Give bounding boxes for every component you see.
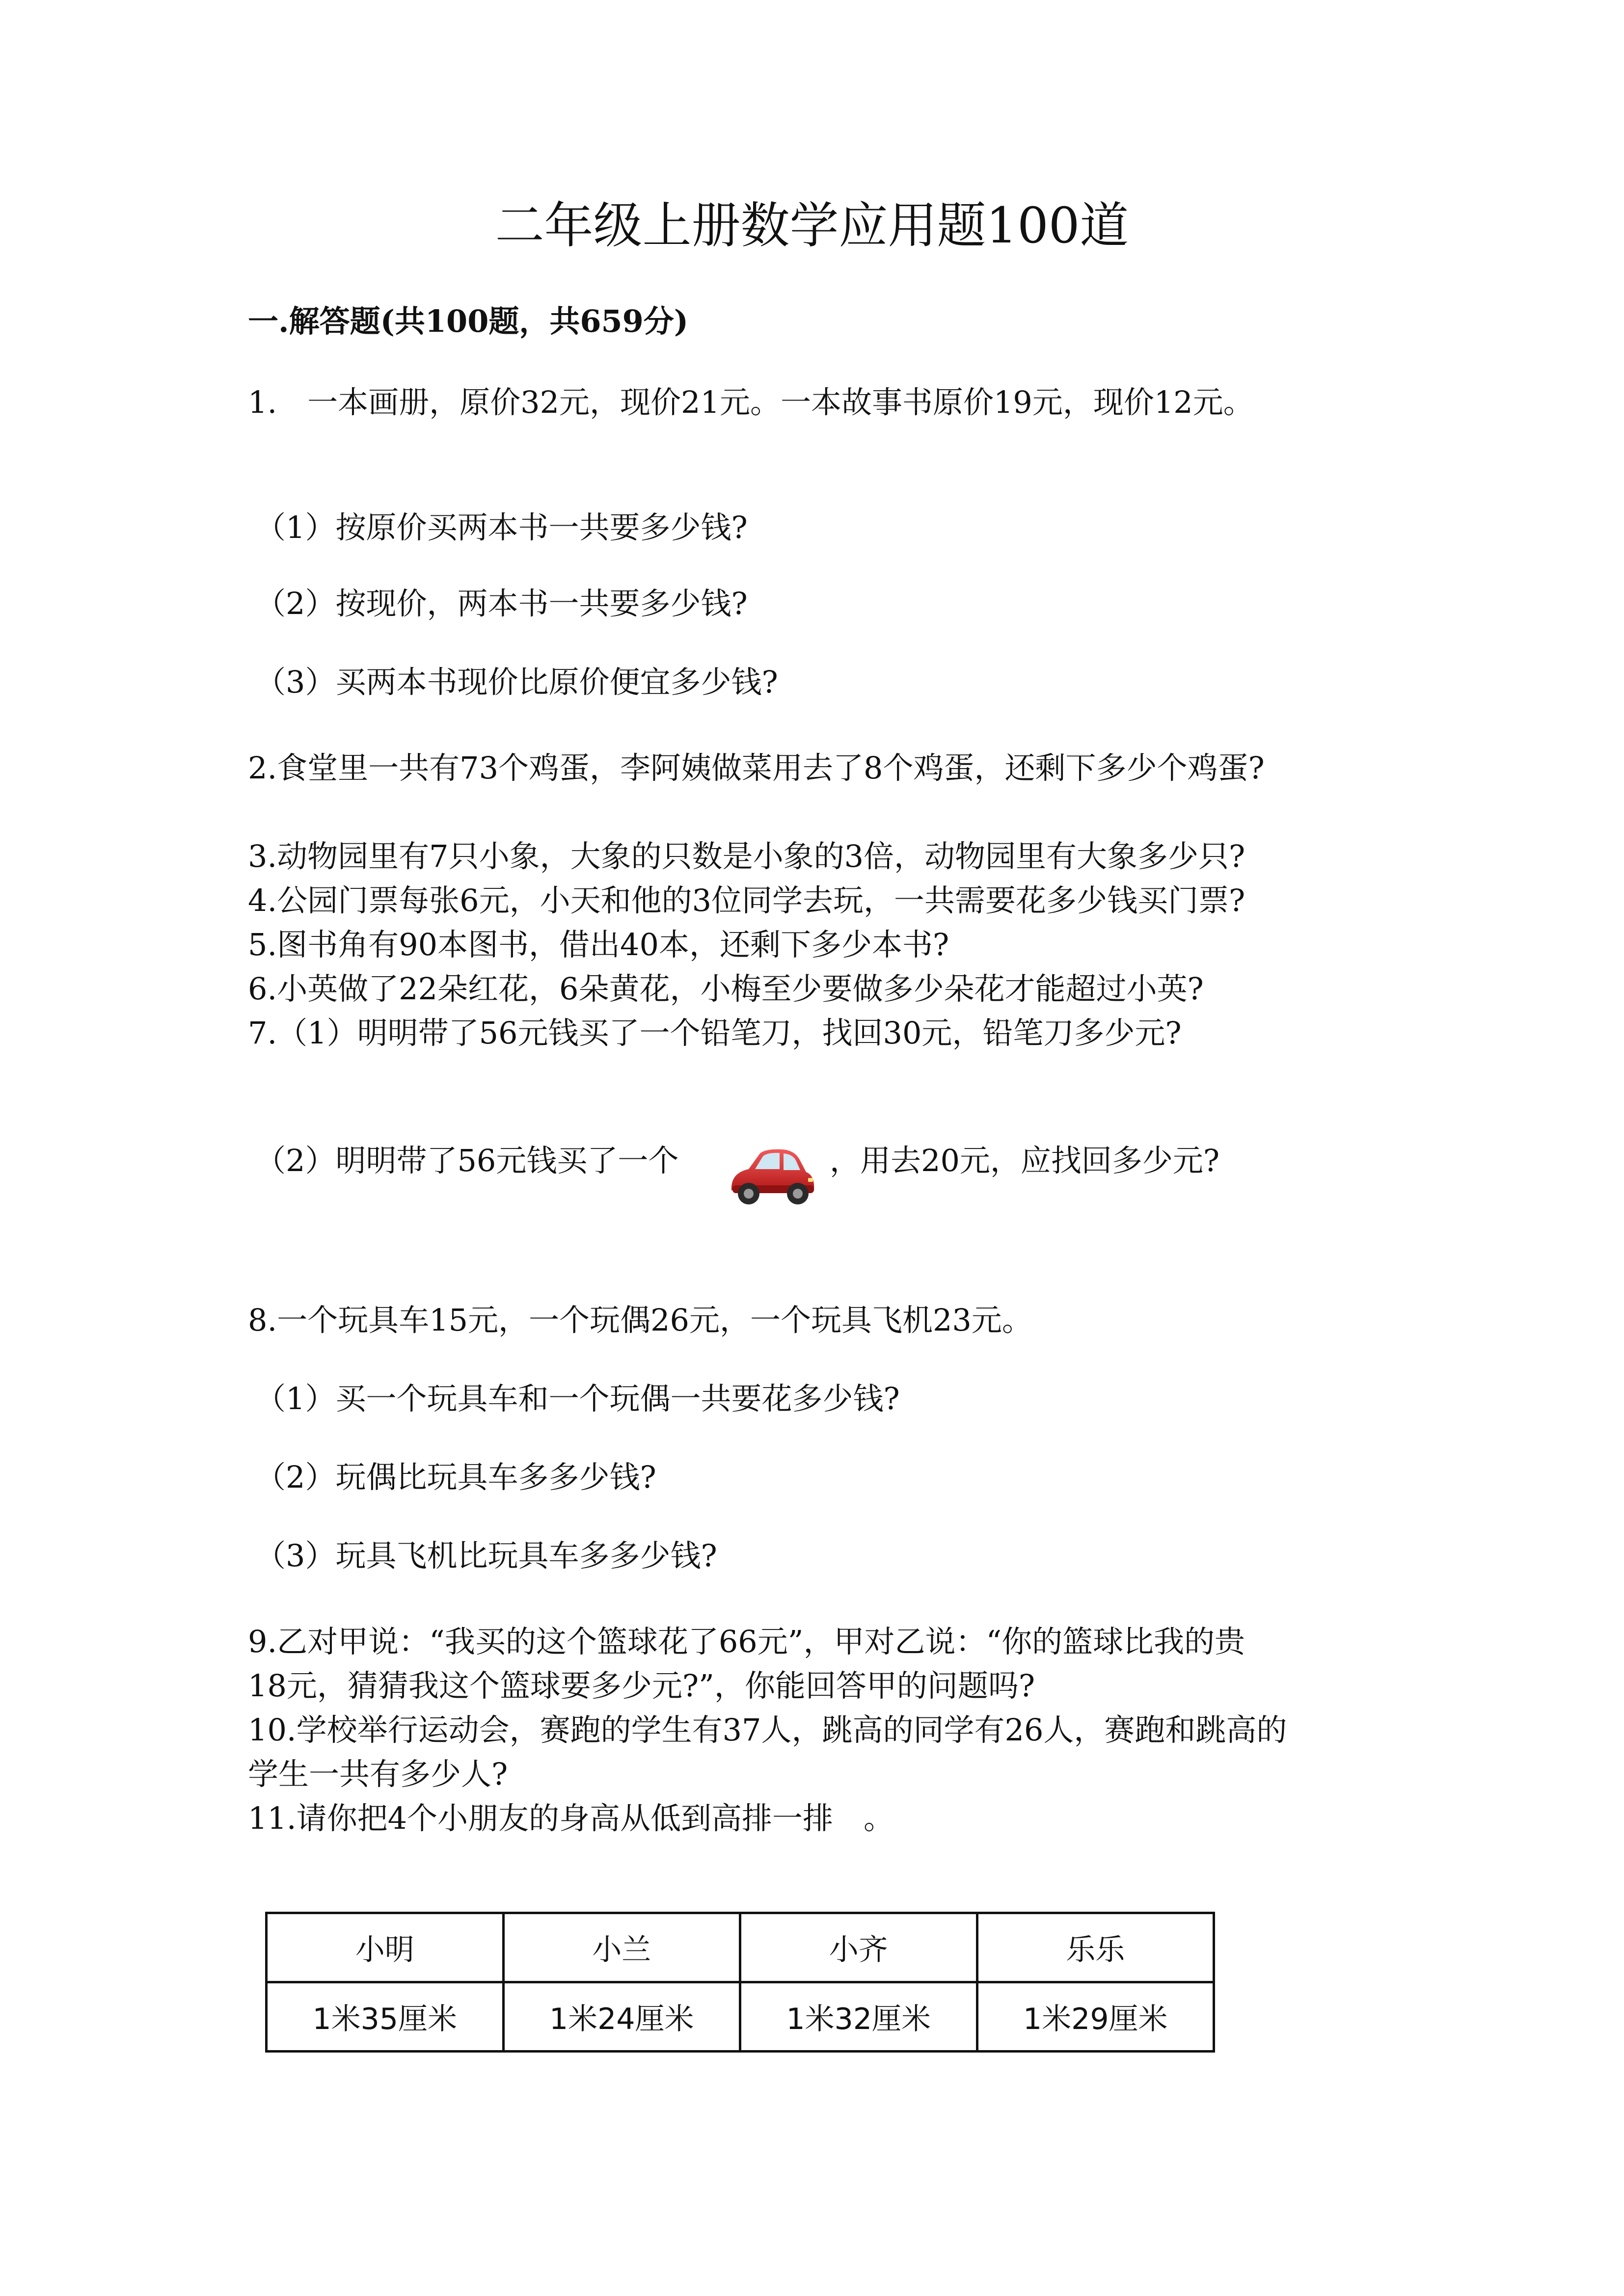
problem-9-line-2: 18元，猜猜我这个篮球要多少元?”，你能回答甲的问题吗?	[248, 1668, 1035, 1704]
table-cell-name: 小齐	[740, 1913, 977, 1982]
table-cell-name: 乐乐	[977, 1913, 1214, 1982]
problem-7-question-2-start: （2）明明带了56元钱买了一个	[255, 1143, 679, 1178]
problem-11: 11.请你把4个小朋友的身高从低到高排一排 。	[248, 1800, 894, 1836]
problem-9-line-1: 9.乙对甲说：“我买的这个篮球花了66元”，甲对乙说：“你的篮球比我的贵	[248, 1624, 1245, 1659]
table-row	[267, 1913, 1214, 1982]
problem-10-line-1: 10.学校举行运动会，赛跑的学生有37人，跳高的同学有26人，赛跑和跳高的	[248, 1712, 1287, 1748]
table-cell-height: 1米24厘米	[503, 1982, 740, 2052]
table-cell-name: 小兰	[503, 1913, 740, 1982]
problem-7-question-2-end: ，用去20元，应找回多少元?	[830, 1143, 1220, 1178]
problem-8-question-1: （1）买一个玩具车和一个玩偶一共要花多少钱?	[255, 1381, 900, 1416]
problem-10-line-2: 学生一共有多少人?	[248, 1756, 508, 1792]
heights-table	[265, 1912, 1215, 2053]
problem-4: 4.公园门票每张6元，小天和他的3位同学去玩，一共需要花多少钱买门票?	[248, 882, 1245, 918]
section-heading: 一.解答题(共100题，共659分)	[248, 303, 689, 339]
table-cell-height: 1米35厘米	[267, 1982, 504, 2052]
page-title: 二年级上册数学应用题100道	[495, 197, 1129, 254]
problem-1-question-2: （2）按现价，两本书一共要多少钱?	[255, 586, 748, 621]
table-row	[267, 1982, 1214, 2052]
table-cell-height: 1米32厘米	[740, 1982, 977, 2052]
table-cell-height: 1米29厘米	[977, 1982, 1214, 2052]
red-toy-car-icon	[722, 1139, 820, 1212]
problem-1-intro: 1. 一本画册，原价32元，现价21元。一本故事书原价19元，现价12元。	[248, 384, 1254, 420]
problem-5: 5.图书角有90本图书，借出40本，还剩下多少本书?	[248, 927, 949, 962]
problem-1-question-3: （3）买两本书现价比原价便宜多少钱?	[255, 664, 778, 700]
problem-7-question-1: 7.（1）明明带了56元钱买了一个铅笔刀，找回30元，铅笔刀多少元?	[248, 1015, 1182, 1051]
problem-3: 3.动物园里有7只小象，大象的只数是小象的3倍，动物园里有大象多少只?	[248, 838, 1245, 874]
problem-6: 6.小英做了22朵红花，6朵黄花，小梅至少要做多少朵花才能超过小英?	[248, 971, 1204, 1007]
problem-2: 2.食堂里一共有73个鸡蛋，李阿姨做菜用去了8个鸡蛋，还剩下多少个鸡蛋?	[248, 750, 1265, 786]
problem-1-question-1: （1）按原价买两本书一共要多少钱?	[255, 509, 748, 545]
problem-8-question-3: （3）玩具飞机比玩具车多多少钱?	[255, 1538, 717, 1574]
table-cell-name: 小明	[267, 1913, 504, 1982]
problem-8-question-2: （2）玩偶比玩具车多多少钱?	[255, 1459, 656, 1495]
problem-8-intro: 8.一个玩具车15元，一个玩偶26元，一个玩具飞机23元。	[248, 1302, 1032, 1338]
